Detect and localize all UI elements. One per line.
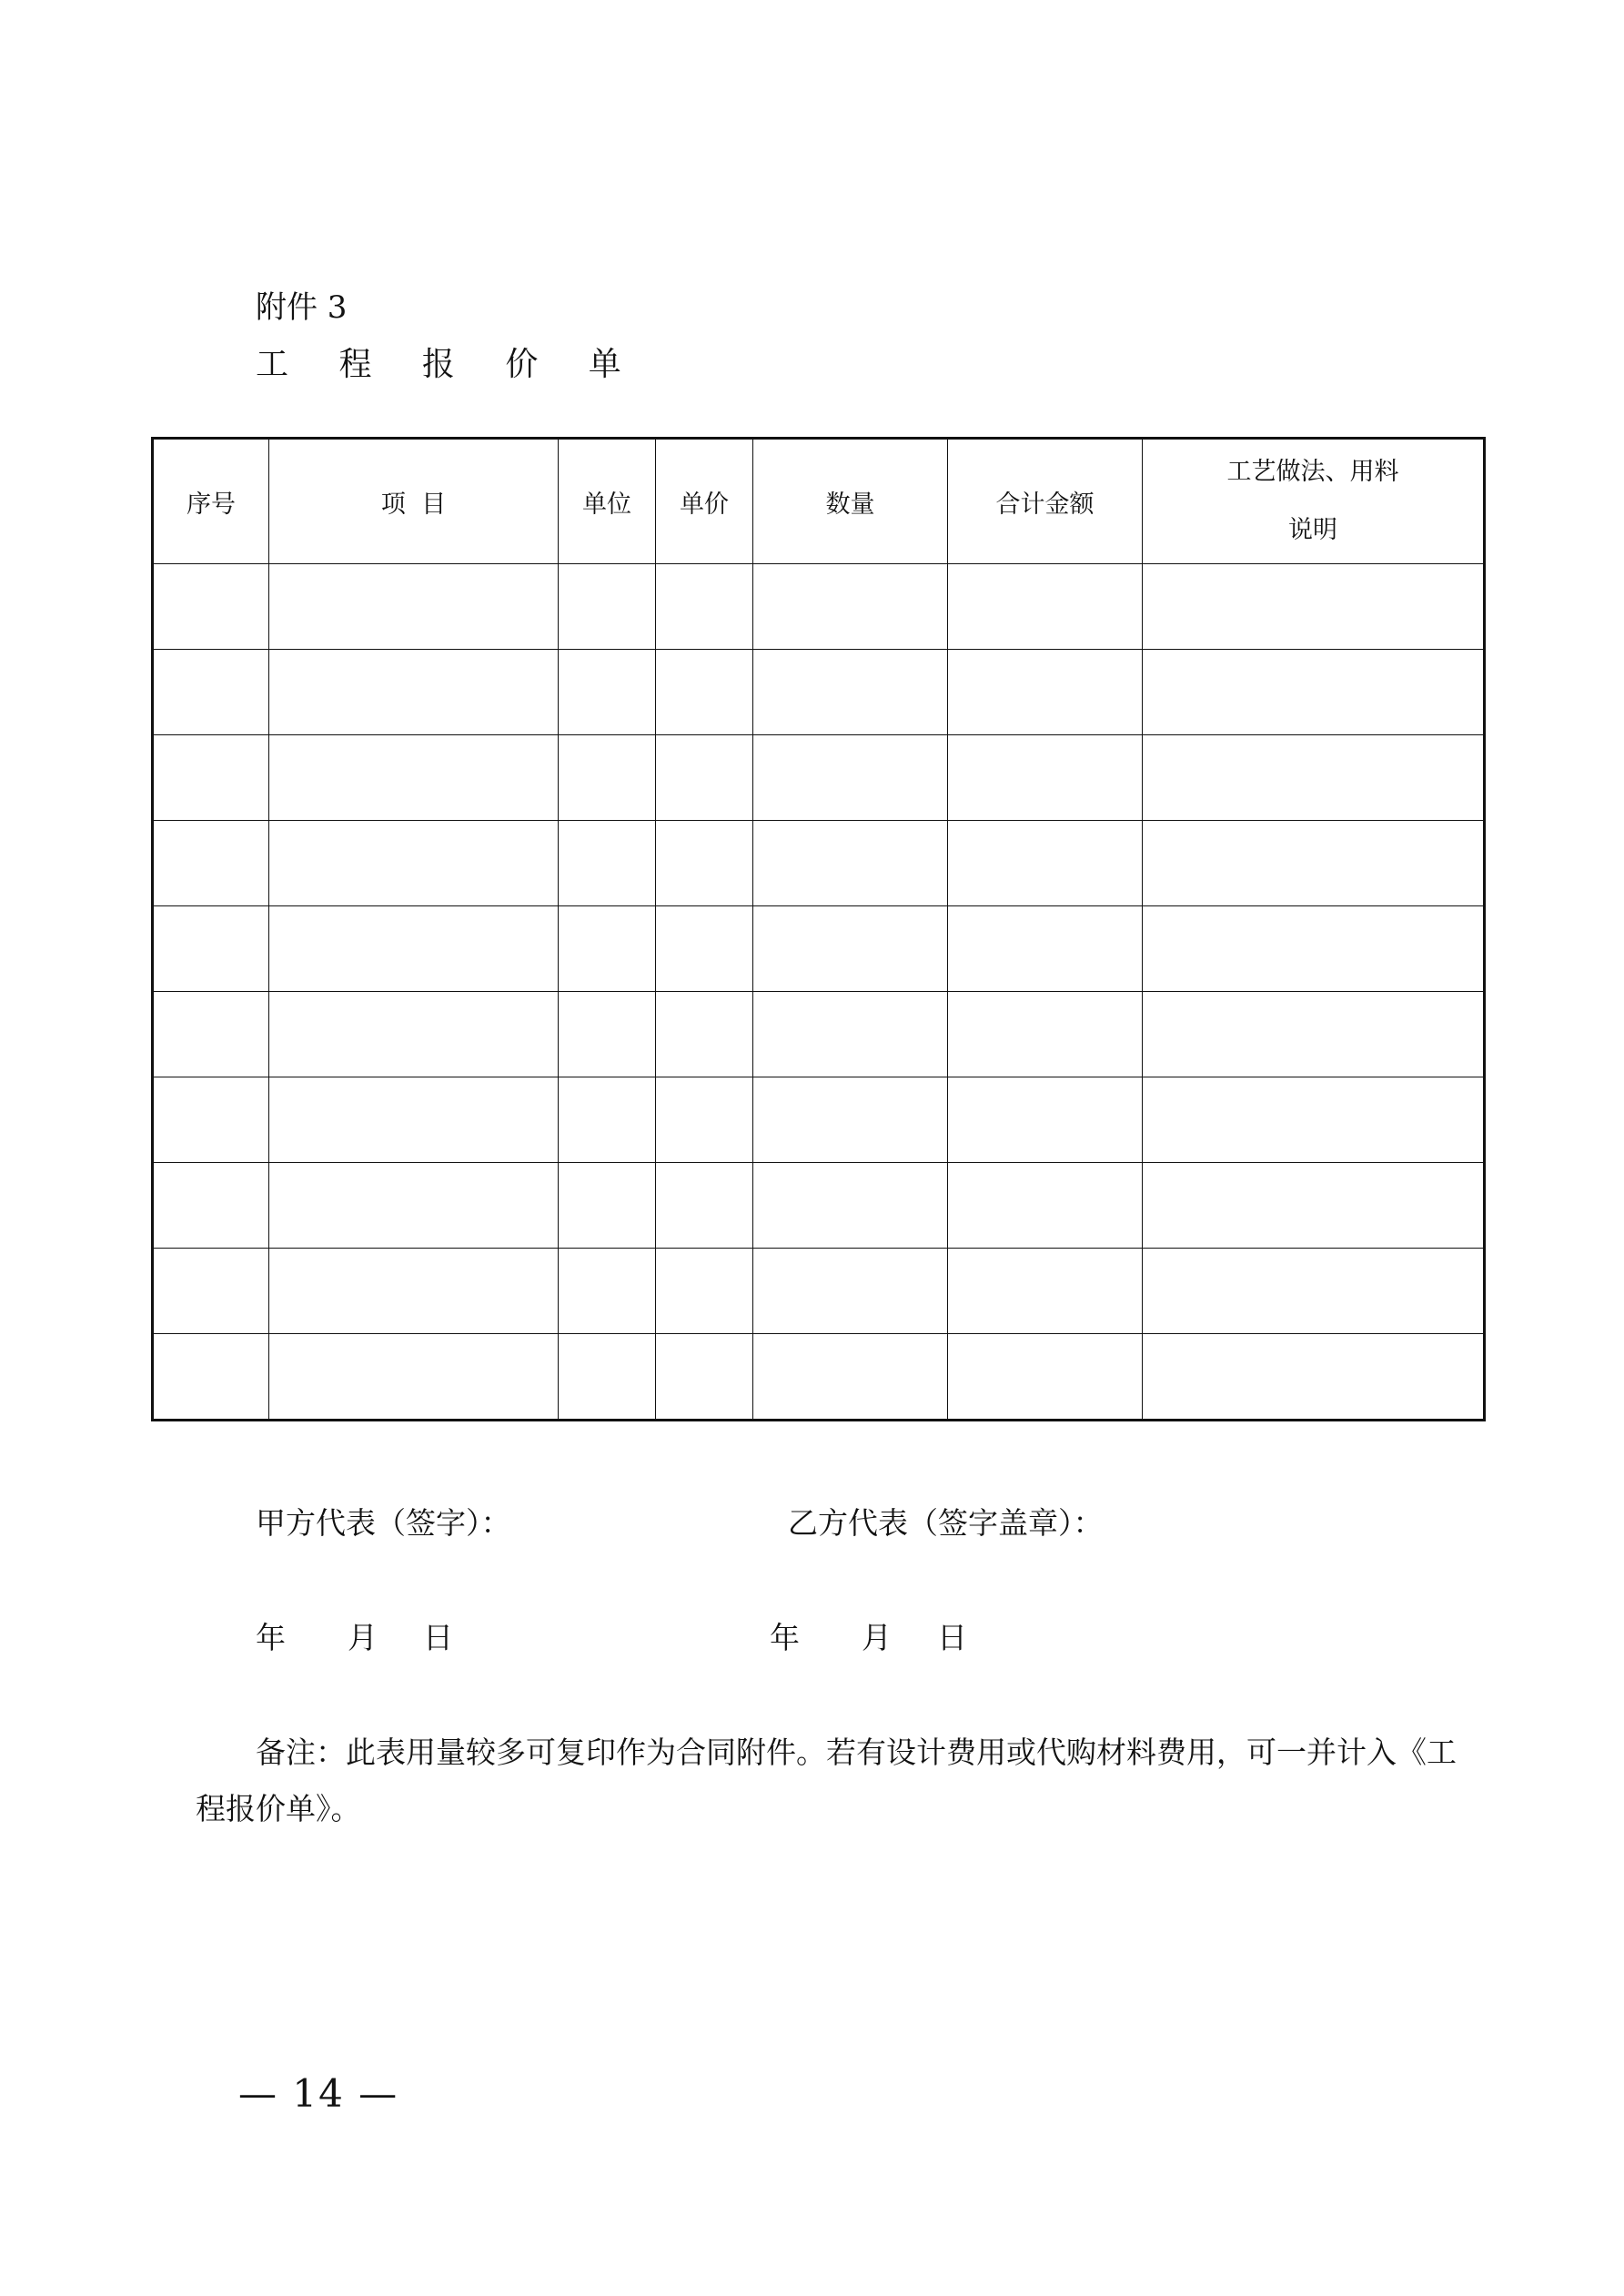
table-row (153, 992, 1485, 1077)
table-cell (948, 821, 1143, 906)
header-process-materials-line2: 说明 (1288, 516, 1337, 544)
table-cell (269, 1334, 559, 1421)
table-cell (656, 1163, 753, 1249)
table-cell (269, 1249, 559, 1334)
table-cell (656, 906, 753, 992)
party-b-date-month: 月 (862, 1620, 892, 1655)
table-cell (269, 735, 559, 821)
table-cell (753, 1249, 948, 1334)
table-cell (153, 821, 269, 906)
table-cell (656, 992, 753, 1077)
table-cell (153, 906, 269, 992)
party-a-date-month: 月 (348, 1620, 378, 1655)
table-cell (559, 906, 656, 992)
table-cell (153, 992, 269, 1077)
table-cell (1143, 735, 1485, 821)
page-number: — 14 — (238, 2071, 399, 2116)
header-total-amount: 合计金额 (948, 439, 1143, 564)
table-row (153, 650, 1485, 735)
table-row (153, 1334, 1485, 1421)
party-a-signature-label: 甲方代表（签字）： (256, 1505, 511, 1541)
table-cell (153, 564, 269, 650)
table-header-row (153, 439, 1485, 564)
table-cell (1143, 906, 1485, 992)
header-quantity: 数量 (753, 439, 948, 564)
table-cell (559, 992, 656, 1077)
table-cell (753, 564, 948, 650)
table-cell (269, 1163, 559, 1249)
party-b-date-day: 日 (937, 1620, 967, 1655)
document-title: 工 程 报 价 单 (256, 346, 641, 383)
table-row (153, 821, 1485, 906)
table-cell (1143, 821, 1485, 906)
table-cell (559, 1077, 656, 1163)
table-cell (948, 1077, 1143, 1163)
attachment-label: 附件 3 (256, 289, 348, 326)
table-cell (559, 1249, 656, 1334)
table-cell (948, 1163, 1143, 1249)
table-cell (559, 1334, 656, 1421)
table-cell (656, 735, 753, 821)
table-cell (753, 821, 948, 906)
table-cell (153, 1249, 269, 1334)
header-serial-number: 序号 (153, 439, 269, 564)
table-cell (1143, 992, 1485, 1077)
table-cell (948, 1334, 1143, 1421)
table-cell (656, 1334, 753, 1421)
table-cell (948, 564, 1143, 650)
table-cell (948, 650, 1143, 735)
table-row (153, 1249, 1485, 1334)
party-a-date-year: 年 (256, 1620, 286, 1655)
header-item: 项 目 (269, 439, 559, 564)
party-b-date (770, 1614, 967, 1657)
table-cell (559, 1163, 656, 1249)
table-cell (269, 1077, 559, 1163)
table-row (153, 906, 1485, 992)
party-a-date-day: 日 (423, 1620, 453, 1655)
header-unit-price: 单价 (656, 439, 753, 564)
table-cell (753, 1163, 948, 1249)
table-cell (559, 735, 656, 821)
table-cell (153, 1163, 269, 1249)
header-process-materials (1143, 439, 1485, 564)
table-cell (753, 1077, 948, 1163)
table-cell (559, 650, 656, 735)
party-a-date (256, 1614, 453, 1657)
table-cell (1143, 564, 1485, 650)
party-b-date-year: 年 (770, 1620, 800, 1655)
table-cell (559, 821, 656, 906)
table-cell (153, 1334, 269, 1421)
table-cell (269, 650, 559, 735)
table-cell (1143, 1163, 1485, 1249)
quotation-table (151, 437, 1486, 1421)
table-cell (948, 735, 1143, 821)
table-cell (753, 1334, 948, 1421)
table-row (153, 1163, 1485, 1249)
table-cell (1143, 1249, 1485, 1334)
table-cell (269, 992, 559, 1077)
table-cell (153, 1077, 269, 1163)
table-cell (656, 1249, 753, 1334)
header-unit: 单位 (559, 439, 656, 564)
table-cell (656, 564, 753, 650)
table-row (153, 564, 1485, 650)
table-cell (948, 906, 1143, 992)
table-cell (656, 650, 753, 735)
header-process-materials-line1: 工艺做法、用料 (1226, 458, 1399, 486)
table-cell (269, 821, 559, 906)
table-cell (269, 564, 559, 650)
table-cell (656, 821, 753, 906)
table-cell (269, 906, 559, 992)
table-cell (753, 735, 948, 821)
table-cell (153, 735, 269, 821)
table-cell (753, 650, 948, 735)
table-cell (948, 992, 1143, 1077)
table-cell (559, 564, 656, 650)
table-cell (1143, 1334, 1485, 1421)
table-cell (153, 650, 269, 735)
table-row (153, 735, 1485, 821)
table-cell (656, 1077, 753, 1163)
table-cell (1143, 1077, 1485, 1163)
table-cell (753, 906, 948, 992)
remark-note: 备注：此表用量较多可复印作为合同附件。若有设计费用或代购材料费用，可一并计入《工程报价单》。 (196, 1735, 1457, 1826)
table-cell (1143, 650, 1485, 735)
table-row (153, 1077, 1485, 1163)
party-b-signature-label: 乙方代表（签字盖章）： (788, 1505, 1104, 1541)
table-cell (948, 1249, 1143, 1334)
table-cell (753, 992, 948, 1077)
